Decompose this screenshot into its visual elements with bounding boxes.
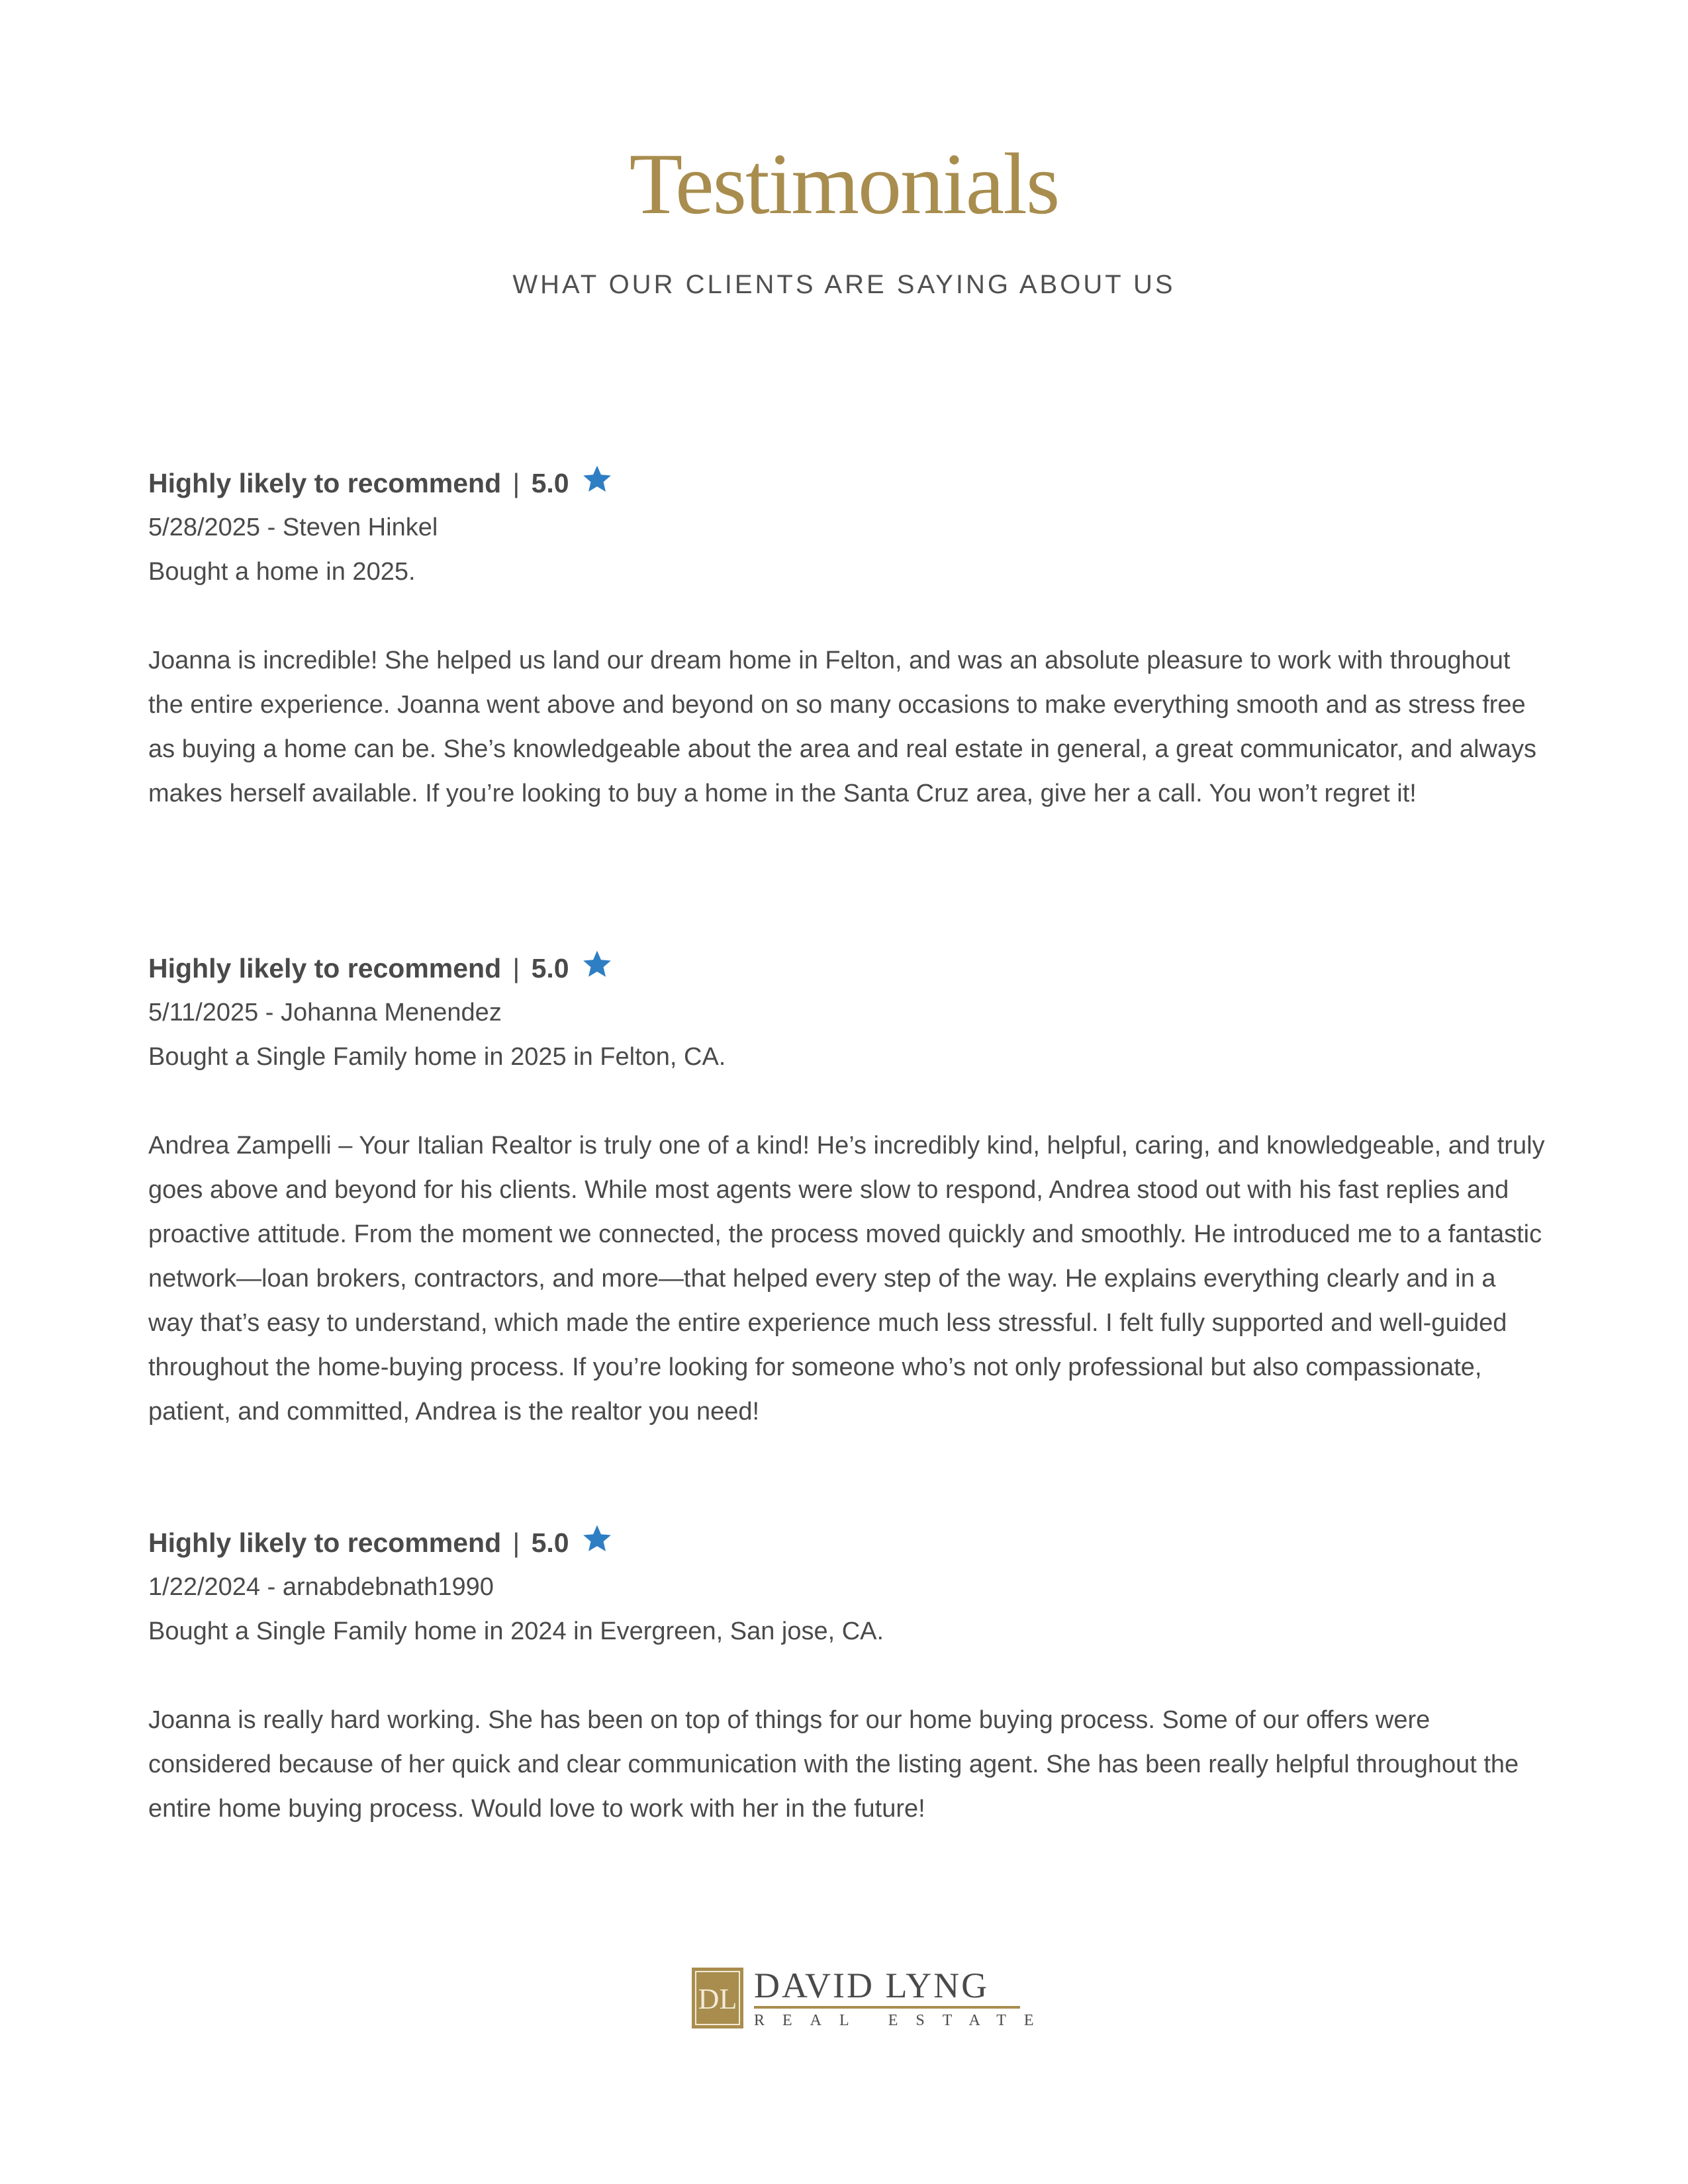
review-purchase: Bought a Single Family home in 2024 in Evergreen, San jose, CA. xyxy=(148,1617,884,1645)
review-heading xyxy=(148,946,1545,991)
review-meta: 5/11/2025 - Johanna Menendez xyxy=(148,999,502,1026)
review-separator: | xyxy=(512,953,520,983)
page-subtitle: WHAT OUR CLIENTS ARE SAYING ABOUT US xyxy=(512,270,1176,299)
review-purchase: Bought a home in 2025. xyxy=(148,558,416,586)
review-card xyxy=(148,461,1545,816)
review-meta: 5/28/2025 - Steven Hinkel xyxy=(148,514,438,541)
review-headline: Highly likely to recommend xyxy=(148,953,502,983)
review-card xyxy=(148,946,1545,1434)
review-separator: | xyxy=(512,1527,520,1558)
page-title: Testimonials xyxy=(629,135,1059,232)
company-logo xyxy=(692,1966,1052,2034)
review-meta: 1/22/2024 - arnabdebnath1990 xyxy=(148,1573,494,1601)
review-heading xyxy=(148,461,1545,506)
star-icon xyxy=(582,950,612,979)
review-body: Andrea Zampelli – Your Italian Realtor is truly one of a kind! He’s incredibly kind, helpful, caring, and knowledgeable, and truly goes above and beyond for his clients. While most agents were slow to respond, Andrea stood out with his fast replies and proactive attitude. From the moment we connected, the process moved quickly and smoothly. He introduced me to a fantastic network—loan brokers, contractors, and more—that helped every step of the way. He explains everything clearly and in a way that’s easy to understand, which made the entire experience much less stressful. I felt fully supported and well-guided throughout the home-buying process. If you’re looking for someone who’s not only professional but also compassionate, patient, and committed, Andrea is the realtor you need! xyxy=(148,1132,1545,1426)
review-headline: Highly likely to recommend xyxy=(148,1527,502,1558)
review-separator: | xyxy=(512,468,520,498)
logo-divider xyxy=(754,2006,1020,2009)
monogram-logo-icon xyxy=(692,1968,743,2028)
review-card xyxy=(148,1521,1545,1831)
review-body: Joanna is incredible! She helped us land our dream home in Felton, and was an absolute pleasure to work with throughout the entire experience. Joanna went above and beyond on so many occasions to make everything smooth and as stress free as buying a home can be. She’s knowledgeable about the area and real estate in general, a great communicator, and always makes herself available. If you’re looking to buy a home in the Santa Cruz area, give her a call. You won’t regret it! xyxy=(148,647,1536,807)
svg-text:DL: DL xyxy=(698,1983,737,2015)
review-purchase: Bought a Single Family home in 2025 in Felton, CA. xyxy=(148,1043,726,1071)
star-icon xyxy=(582,465,612,494)
review-rating: 5.0 xyxy=(531,953,569,983)
review-body: Joanna is really hard working. She has been on top of things for our home buying process. Some of our offers were considered because of her quick and clear communication with the listing agent. She has been really helpful throughout the entire home buying process. Would love to work with her in the future! xyxy=(148,1706,1519,1823)
review-rating: 5.0 xyxy=(531,1527,569,1558)
logo-subtitle: REAL ESTATE xyxy=(754,2012,1052,2029)
star-icon xyxy=(582,1524,612,1553)
review-heading xyxy=(148,1521,1545,1565)
review-headline: Highly likely to recommend xyxy=(148,468,502,498)
review-rating: 5.0 xyxy=(531,468,569,498)
logo-name: DAVID LYNG xyxy=(754,1966,990,2005)
